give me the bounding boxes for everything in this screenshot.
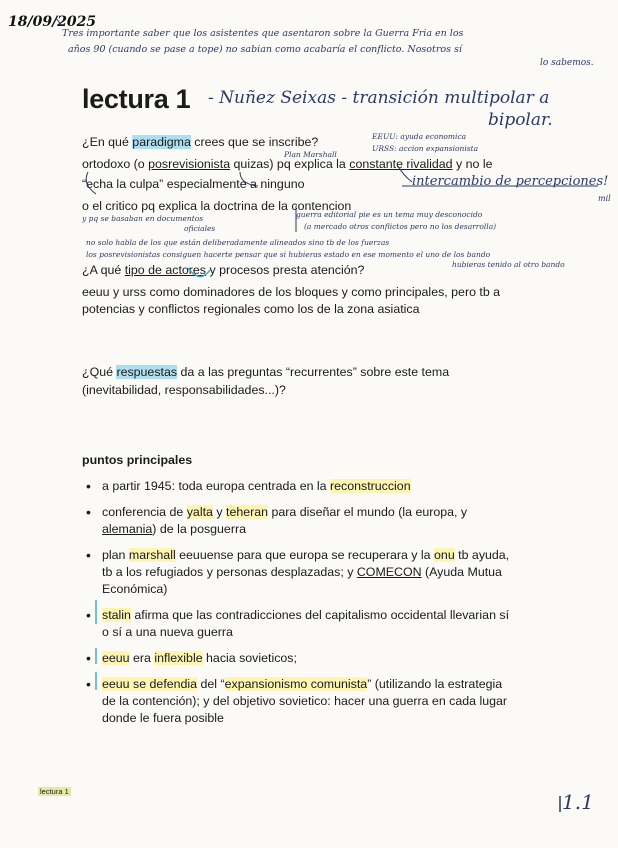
list-item: • a partir 1945: toda europa centrada en la reconstruccion [86,478,546,495]
handwritten-title-note: - Nuñez Seixas - transición multipolar a [208,88,550,108]
question-2: ¿A qué tipo de actores y procesos presta atención? [82,263,365,277]
page-footer: lectura 1 [40,787,69,796]
answer-1-line-3: o el critico pq explica la doctrina de la contencion [82,199,352,213]
answer-2-line-1: eeuu y urss como dominadores de los bloques y como principales, pero tb a [82,285,501,299]
list-item: • eeuu se defendia del “expansionismo comunista” (utilizando la estrategia de la contención); y del objetivo sovietico: hacer una guerra en cada lugar donde le fuera posible [86,676,546,727]
handwritten-annotation: guerra editorial pie es un tema muy desconocido [296,210,483,219]
answer-2-line-2: potencias y conflictos regionales como los de la zona asiatica [82,302,420,316]
section-title: puntos principales [82,453,193,467]
handwritten-note: años 90 (cuando se pase a tope) no sabian como acabaría el conflicto. Nosotros sí [68,44,462,55]
handwritten-annotation: EEUU: ayuda economica [372,132,467,141]
handwritten-annotation: (a mercado otros conflictos pero no los desarrolla) [304,222,497,231]
list-item: • eeuu era inflexible hacia sovieticos; [86,650,546,667]
page-title: lectura 1 [82,84,191,114]
question-3-line-1: ¿Qué respuestas da a las preguntas “recurrentes” sobre este tema [82,365,450,379]
handwritten-note: Tres importante saber que los asistentes que asentaron sobre la Guerra Fria en los [62,28,464,39]
handwritten-annotation: Plan Marshall [284,150,337,159]
handwritten-annotation: oficiales [184,224,216,233]
bullet-list [86,478,546,736]
handwritten-annotation: hubieras tenido al otro bando [452,260,565,269]
handwritten-note: lo sabemos. [540,58,594,68]
answer-1-line-1: ortodoxo (o posrevisionista quizas) pq explica la constante rivalidad y no le [82,157,493,171]
answer-1-line-2: “echa la culpa” especialmente a ninguno [82,177,305,191]
question-1: ¿En qué paradigma crees que se inscribe? [82,135,319,149]
handwritten-annotation: URSS: accion expansionista [372,144,479,153]
handwritten-date: 18/09/2025 [8,14,97,30]
handwritten-annotation: no solo habla de los que están deliberadamente alineados sino tb de los fuerzas [86,238,390,247]
handwritten-annotation: mil [598,194,611,203]
handwritten-annotation: intercambio de percepciones! [412,174,609,189]
handwritten-annotation: los posrevisionistas consiguen hacerte pensar que si hubieras estado en ese momento el uno de los bando [86,250,491,259]
list-item: • conferencia de yalta y teheran para diseñar el mundo (la europa, y alemania) de la posguerra [86,504,546,538]
handwritten-annotation: y pq se basaban en documentos [82,214,204,223]
list-item: • stalin afirma que las contradicciones del capitalismo occidental llevarian sí o sí a una nueva guerra [86,607,546,641]
handwritten-page-number: 1.1 [562,790,594,814]
question-3-line-2: (inevitabilidad, responsabilidades...)? [82,383,286,397]
handwritten-title-note: bipolar. [488,110,553,130]
list-item: • plan marshall eeuuense para que europa se recuperara y la onu tb ayuda, tb a los refugiados y personas desplazadas; y COMECON (Ayuda Mutua Económica) [86,547,546,598]
